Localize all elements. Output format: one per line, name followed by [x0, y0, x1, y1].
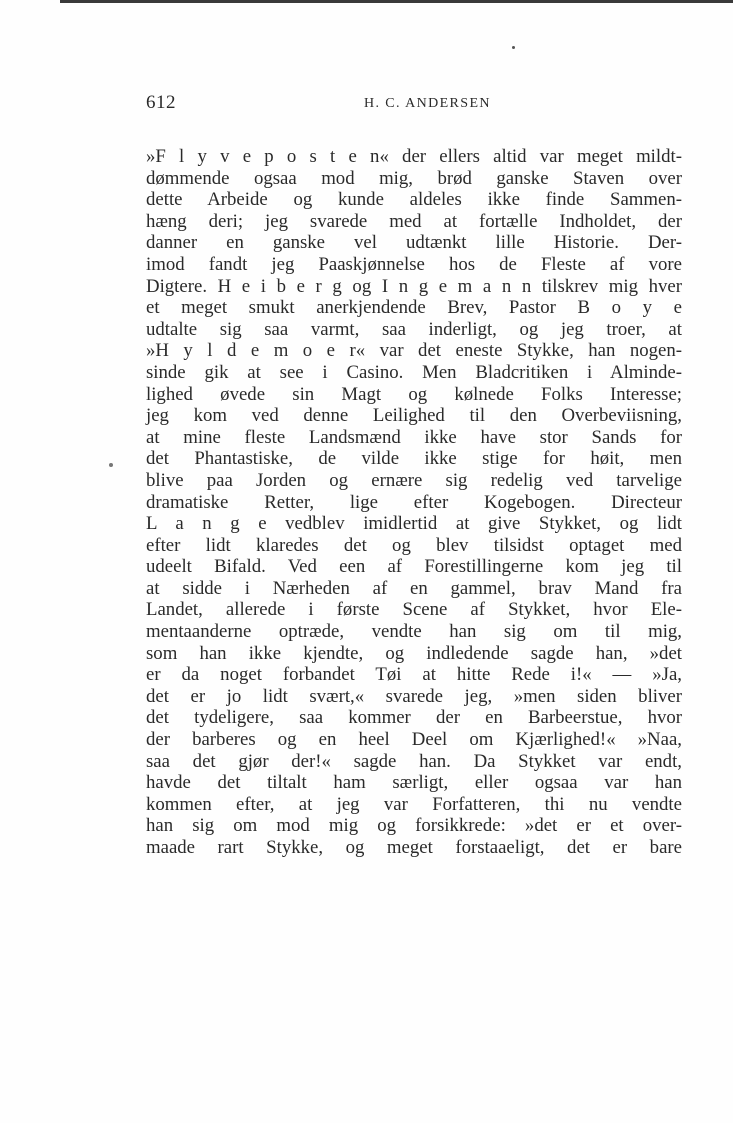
text-line: sinde gik at see i Casino. Men Bladcritiken i Alminde-: [146, 361, 682, 383]
text-line: dette Arbeide og kunde aldeles ikke finde Sammen-: [146, 189, 682, 211]
text-line: lighed øvede sin Magt og kølnede Folks Interesse;: [146, 383, 682, 405]
text-line: Landet, allerede i første Scene af Stykket, hvor Ele-: [146, 599, 682, 621]
text-line: dramatiske Retter, lige efter Kogebogen. Directeur: [146, 491, 682, 513]
text-line: det tydeligere, saa kommer der en Barbeerstue, hvor: [146, 707, 682, 729]
text-line: mentaanderne optræde, vendte han sig om til mig,: [146, 621, 682, 643]
text-line: havde det tiltalt ham særligt, eller ogsaa var han: [146, 772, 682, 794]
text-line: at sidde i Nærheden af en gammel, brav Mand fra: [146, 577, 682, 599]
text-line: er da noget forbandet Tøi at hitte Rede i!« — »Ja,: [146, 664, 682, 686]
top-edge-rule: [60, 0, 733, 3]
text-line: et meget smukt anerkjendende Brev, Pastor B o y e: [146, 297, 682, 319]
text-line: kommen efter, at jeg var Forfatteren, thi nu vendte: [146, 793, 682, 815]
text-line: blive paa Jorden og ernære sig redelig ved tarvelige: [146, 469, 682, 491]
text-line: det er jo lidt svært,« svarede jeg, »men siden bliver: [146, 685, 682, 707]
text-line: L a n g e vedblev imidlertid at give Stykket, og lidt: [146, 513, 682, 535]
text-line: imod fandt jeg Paaskjønnelse hos de Fleste af vore: [146, 253, 682, 275]
text-line: udtalte sig saa varmt, saa inderligt, og jeg troer, at: [146, 318, 682, 340]
text-line: der barberes og en heel Deel om Kjærlighed!« »Naa,: [146, 729, 682, 751]
text-line: hæng deri; jeg svarede med at fortælle Indholdet, der: [146, 210, 682, 232]
text-line: »F l y v e p o s t e n« der ellers altid var meget mildt-: [146, 146, 682, 167]
text-line: Digtere. H e i b e r g og I n g e m a n n tilskrev mig hver: [146, 275, 682, 297]
text-line: at mine fleste Landsmænd ikke have stor Sands for: [146, 426, 682, 448]
text-line: efter lidt klaredes det og blev tilsidst optaget med: [146, 534, 682, 556]
page-header: [146, 92, 686, 116]
text-line: det Phantastiske, de vilde ikke stige for høit, men: [146, 448, 682, 470]
text-line: »H y l d e m o e r« var det eneste Stykke, han nogen-: [146, 340, 682, 362]
text-line: saa det gjør der!« sagde han. Da Stykket var endt,: [146, 750, 682, 772]
text-line: dømmende ogsaa mod mig, brød ganske Staven over: [146, 167, 682, 189]
running-head: H. C. ANDERSEN: [364, 96, 491, 111]
body-text: [146, 146, 682, 859]
page-number: 612: [146, 92, 176, 113]
text-line: jeg kom ved denne Leilighed til den Overbeviisning,: [146, 405, 682, 427]
text-line: som han ikke kjendte, og indledende sagde han, »det: [146, 642, 682, 664]
text-line: han sig om mod mig og forsikkrede: »det er et over-: [146, 815, 682, 837]
text-line: danner en ganske vel udtænkt lille Historie. Der-: [146, 232, 682, 254]
ink-speck: [109, 463, 113, 467]
text-line: udeelt Bifald. Ved een af Forestillingerne kom jeg til: [146, 556, 682, 578]
ink-speck: [512, 46, 515, 49]
text-line: maade rart Stykke, og meget forstaaeligt, det er bare: [146, 837, 682, 858]
